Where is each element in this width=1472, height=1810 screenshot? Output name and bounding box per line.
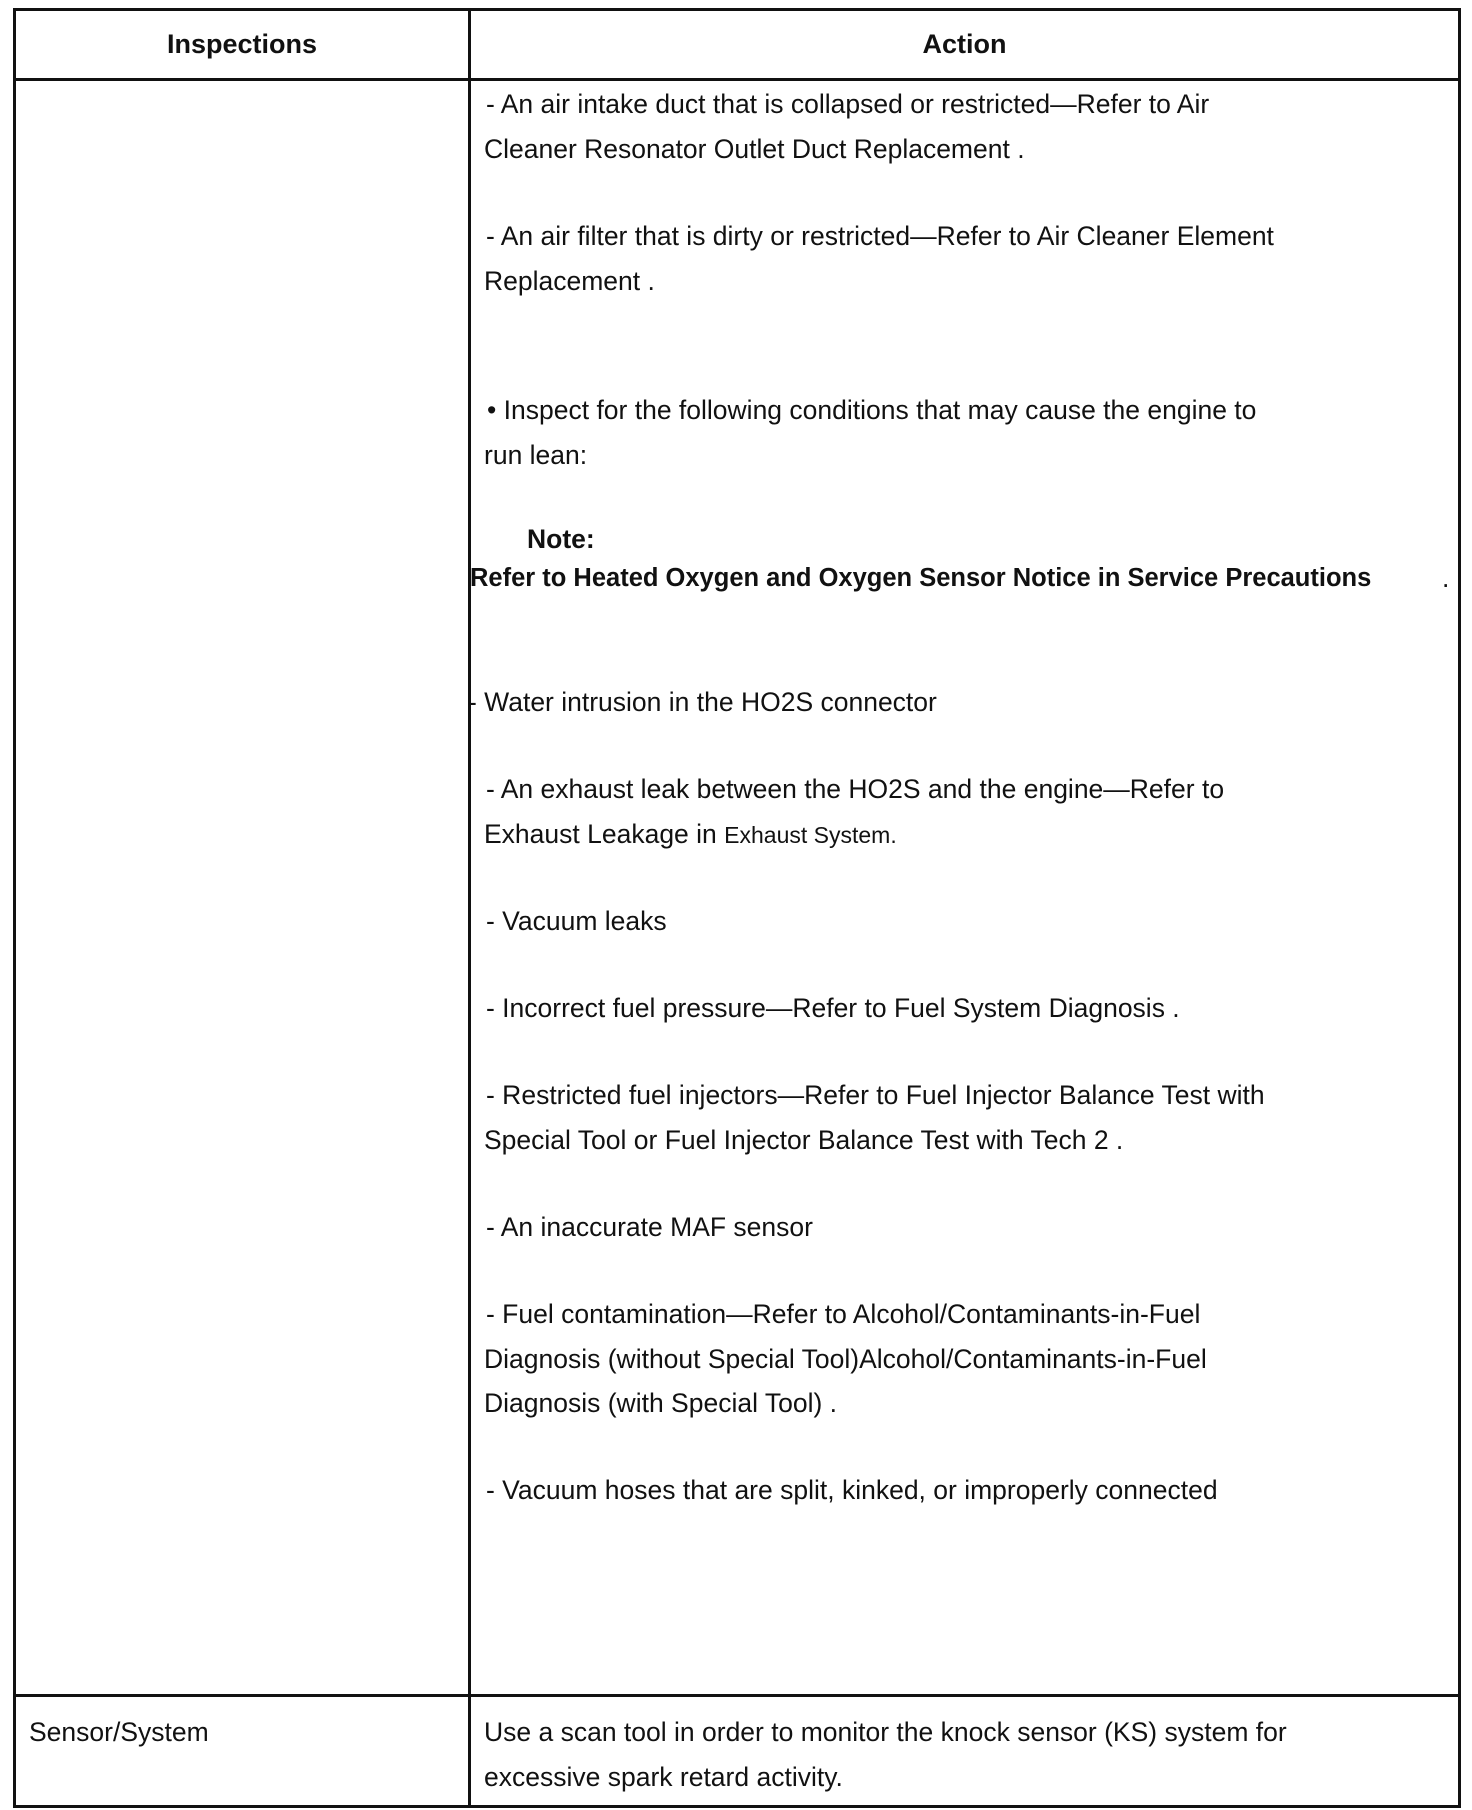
action-line: - Vacuum hoses that are split, kinked, or improperly connected [486,1475,1218,1505]
action-line: Use a scan tool in order to monitor the knock sensor (KS) system for [484,1717,1287,1747]
action-line: Diagnosis (without Special Tool)Alcohol/Contaminants-in-Fuel [484,1344,1207,1374]
note-period: . [1442,563,1450,593]
action-line: Replacement . [484,266,655,296]
column-divider [468,11,471,1805]
action-line: - Incorrect fuel pressure—Refer to Fuel System Diagnosis . [486,993,1180,1023]
header-divider [16,78,1458,81]
action-line: Diagnosis (with Special Tool) . [484,1388,838,1418]
action-line: - An air intake duct that is collapsed or restricted—Refer to Air [486,89,1210,119]
note-label: Note: [527,524,595,554]
note-text: Refer to Heated Oxygen and Oxygen Sensor Notice in Service Precautions [470,564,1372,592]
action-line: • Inspect for the following conditions that may cause the engine to [487,395,1257,425]
action-line: - An air filter that is dirty or restricted—Refer to Air Cleaner Element [486,221,1274,251]
action-line: Exhaust Leakage in Exhaust System. [484,819,897,849]
action-line: - An inaccurate MAF sensor [486,1212,813,1242]
inspection-cell: Sensor/System [29,1717,209,1747]
action-line: - Restricted fuel injectors—Refer to Fuel Injector Balance Test with [486,1080,1265,1110]
action-line: Cleaner Resonator Outlet Duct Replacement . [484,134,1025,164]
header-inspections: Inspections [166,29,318,59]
action-line: excessive spark retard activity. [484,1762,843,1792]
action-line: run lean: [484,440,588,470]
header-action: Action [922,29,1007,59]
action-line: Special Tool or Fuel Injector Balance Test with Tech 2 . [484,1125,1124,1155]
action-line: - Vacuum leaks [486,906,667,936]
action-line: - Fuel contamination—Refer to Alcohol/Contaminants-in-Fuel [486,1299,1201,1329]
action-line: - An exhaust leak between the HO2S and the engine—Refer to [486,774,1225,804]
action-line: - Water intrusion in the HO2S connector [468,687,937,717]
inspection-table [13,8,1461,1808]
row-divider [16,1694,1458,1697]
